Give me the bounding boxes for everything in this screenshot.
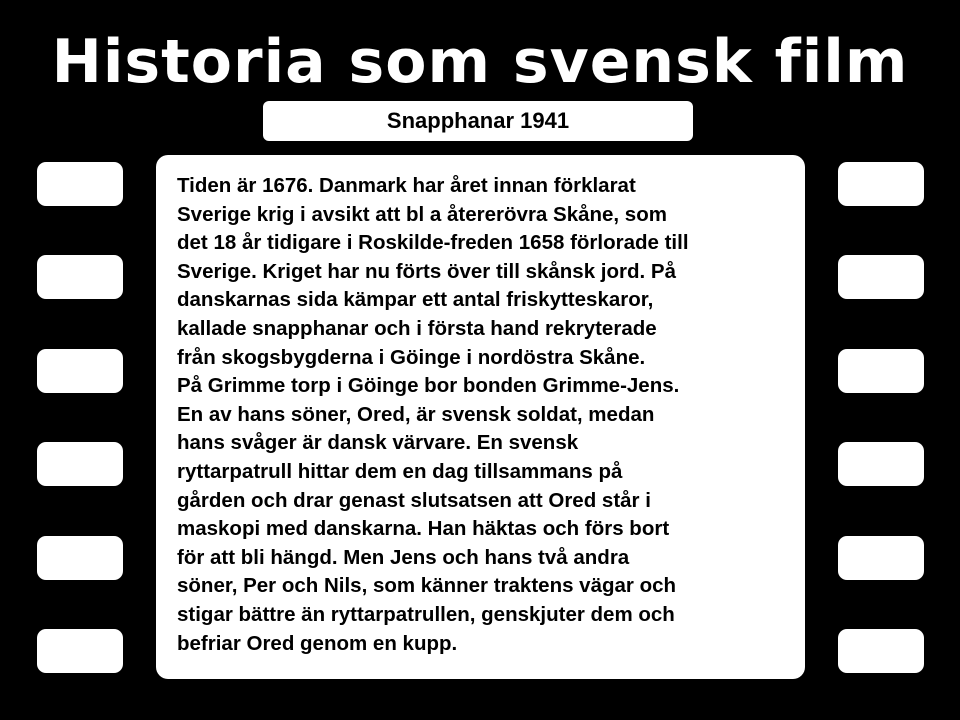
film-sprocket-hole: [37, 349, 123, 393]
synopsis-text: Tiden är 1676. Danmark har året innan förklarat Sverige krig i avsikt att bl a återerövra Skåne, som det 18 år tidigare i Roskilde-freden 1658 förlorade till Sverige. Kriget har nu förts över till skånsk jord. På danskarnas sida kämpar ett antal friskytteskaror, kallade snapphanar och i första hand rekryterade från skogsbygderna i Göinge i nordöstra Skåne. På Grimme torp i Göinge bor bonden Grimme-Jens. En av hans söner, Ored, är svensk soldat, medan hans svåger är dansk värvare. En svensk ryttarpatrull hittar dem en dag tillsammans på gården och drar genast slutsatsen att Ored står i maskopi med danskarna. Han häktas och förs bort för att bli hängd. Men Jens och hans två andra söner, Per och Nils, som känner traktens vägar och stigar bättre än ryttarpatrullen, genskjuter dem och befriar Ored genom en kupp.: [177, 174, 689, 655]
film-title-label: [263, 101, 693, 141]
film-sprocket-hole: [838, 442, 924, 486]
film-sprocket-hole: [838, 536, 924, 580]
film-sprocket-hole: [37, 255, 123, 299]
film-title-text: Snapphanar 1941: [386, 108, 570, 133]
film-sprocket-hole: [838, 349, 924, 393]
film-sprocket-hole: [37, 162, 123, 206]
film-sprocket-hole: [37, 442, 123, 486]
synopsis-panel: [156, 155, 805, 679]
film-sprocket-hole: [37, 629, 123, 673]
film-sprocket-hole: [838, 255, 924, 299]
film-sprocket-hole: [838, 629, 924, 673]
page-title: Historia som svensk film: [51, 27, 909, 97]
film-sprocket-hole: [838, 162, 924, 206]
film-sprocket-hole: [37, 536, 123, 580]
